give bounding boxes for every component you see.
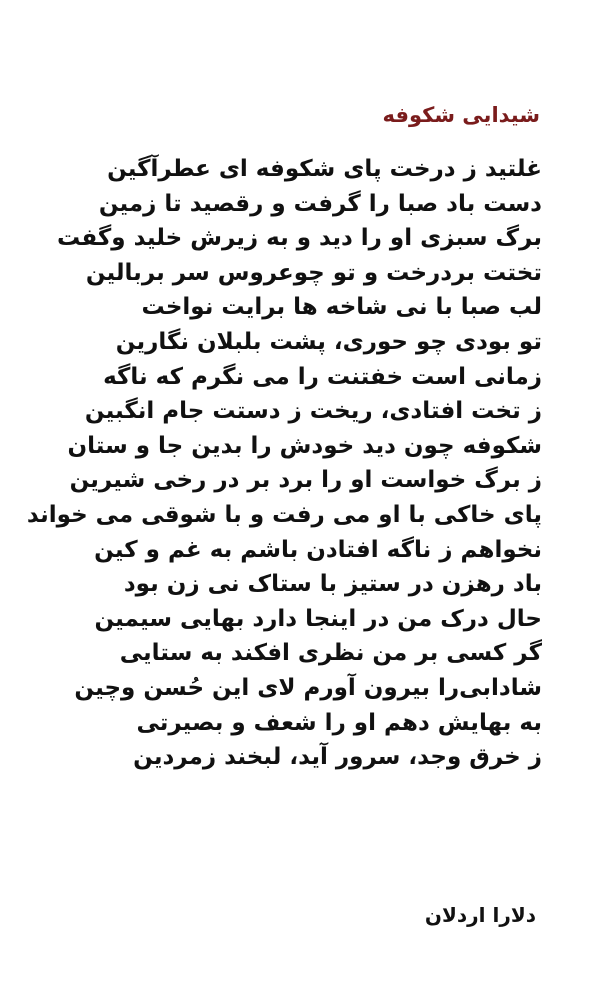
poem-line: شکوفه چون دید خودش را بدین جا و ستان (67, 432, 542, 459)
poem-line: گر کسی بر من نظری افکند به ستایی (119, 640, 542, 667)
poem-line: تختت بردرخت و تو چوعروس سر بربالین (85, 259, 542, 286)
poem-line: غلتید ز درخت پای شکوفه ای عطرآگین (107, 156, 542, 182)
poem-line: پای خاکی با او می رفت و با شوقی می خواند (26, 501, 542, 528)
poem-lines (26, 152, 542, 775)
poem-line: لب صبا با نی شاخه ها برایت نواخت (141, 294, 542, 321)
poem-line: زمانی است خفتنت را می نگرم که ناگه (103, 363, 542, 390)
poem-line: ز تخت افتادی، ریخت ز دستت جام انگبین (84, 398, 542, 425)
poem-line: ز خرق وجد، سرور آید، لبخند زمردین (133, 744, 542, 771)
poem-line: حال درک من در اینجا دارد بهایی سیمین (94, 605, 542, 632)
poem-line: برگ سبزی او را دید و به زیرش خلید وگفت (57, 225, 542, 252)
poem-line: باد رهزن در ستیز با ستاک نی زن بود (123, 571, 542, 598)
poem-line: دست باد صبا را گرفت و رقصید تا زمین (98, 190, 542, 217)
poem-line: شادابی‌را بیرون آورم لای این حُسن وچین (74, 674, 542, 701)
poem-line: ز برگ خواست او را برد بر در رخی شیرین (69, 467, 542, 494)
poem-line: تو بودی چو حوری، پشت بلبلان نگارین (115, 328, 542, 355)
poem-line: نخواهم ز ناگه افتادن باشم به غم و کین (94, 536, 542, 563)
poem-author: دلارا اردلان (424, 903, 536, 927)
poem-line: به بهایش دهم او را شعف و بصیرتی (136, 709, 542, 736)
poem-title: شیدایی شکوفه (382, 103, 540, 127)
